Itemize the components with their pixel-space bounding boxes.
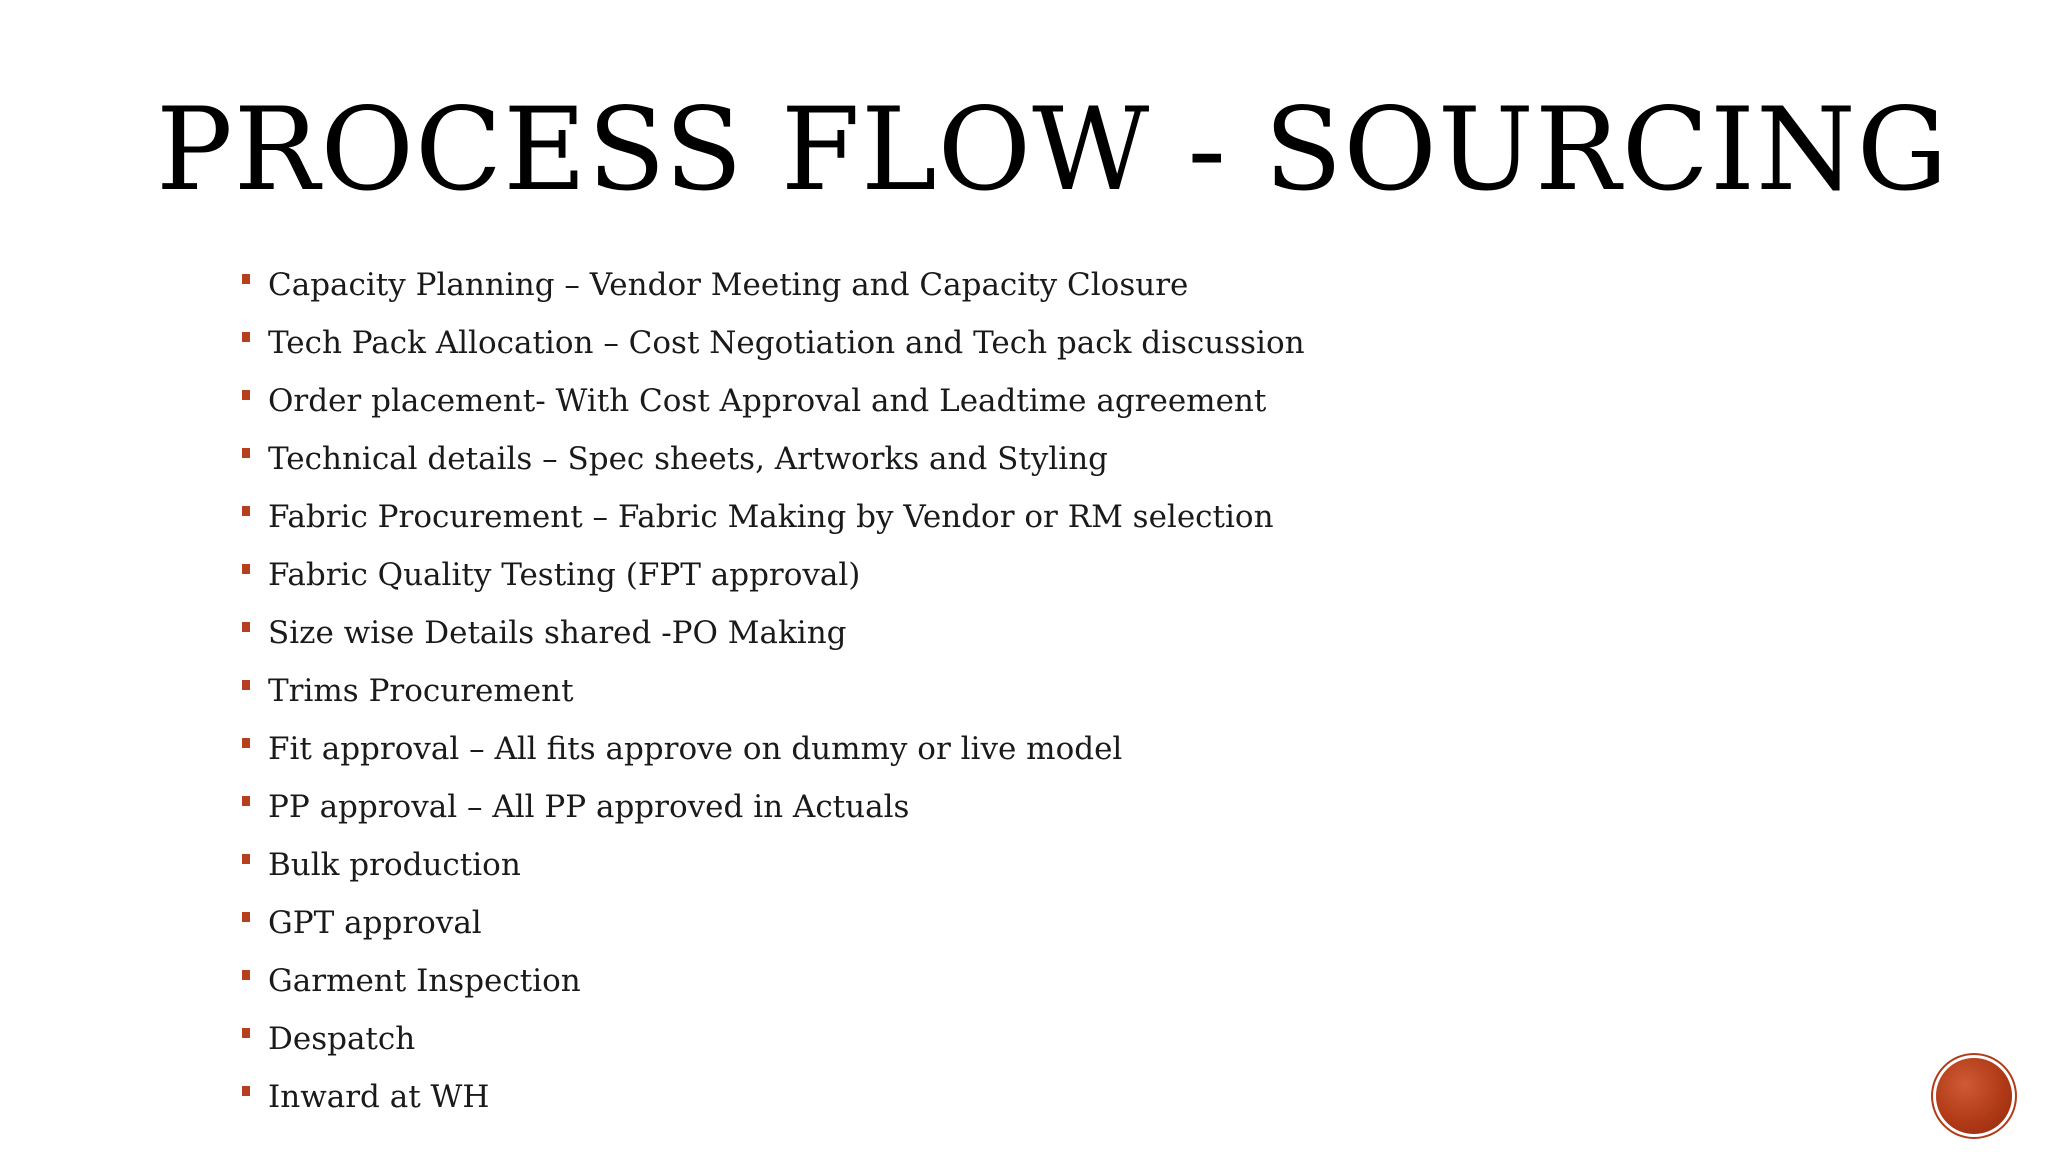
bullet-item	[240, 1016, 1305, 1074]
bullet-text: Bulk production	[268, 847, 521, 883]
square-bullet-icon	[242, 854, 250, 864]
square-bullet-icon	[242, 970, 250, 980]
square-bullet-icon	[242, 274, 250, 284]
bullet-item	[240, 552, 1305, 610]
bullet-text: Garment Inspection	[268, 963, 581, 999]
bullet-item	[240, 494, 1305, 552]
bullet-text: Fabric Quality Testing (FPT approval)	[268, 557, 861, 593]
slide-title: PROCESS FLOW - SOURCING	[156, 83, 1949, 216]
square-bullet-icon	[242, 738, 250, 748]
bullet-text: Capacity Planning – Vendor Meeting and Capacity Closure	[268, 267, 1189, 303]
page-number-badge	[1936, 1058, 2012, 1134]
bullet-item	[240, 320, 1305, 378]
square-bullet-icon	[242, 680, 250, 690]
bullet-item	[240, 378, 1305, 436]
bullet-item	[240, 726, 1305, 784]
square-bullet-icon	[242, 796, 250, 806]
bullet-text: Inward at WH	[268, 1079, 490, 1115]
square-bullet-icon	[242, 332, 250, 342]
square-bullet-icon	[242, 390, 250, 400]
square-bullet-icon	[242, 912, 250, 922]
bullet-item	[240, 1074, 1305, 1132]
bullet-text: Technical details – Spec sheets, Artworks and Styling	[268, 441, 1109, 477]
square-bullet-icon	[242, 622, 250, 632]
bullet-text: Fabric Procurement – Fabric Making by Vendor or RM selection	[268, 499, 1274, 535]
bullet-item	[240, 958, 1305, 1016]
square-bullet-icon	[242, 506, 250, 516]
bullet-item	[240, 610, 1305, 668]
square-bullet-icon	[242, 1086, 250, 1096]
bullet-text: Fit approval – All fits approve on dummy or live model	[268, 731, 1123, 767]
square-bullet-icon	[242, 564, 250, 574]
bullet-item	[240, 668, 1305, 726]
bullet-text: Order placement- With Cost Approval and Leadtime agreement	[268, 383, 1267, 419]
bullet-item	[240, 900, 1305, 958]
bullet-text: GPT approval	[268, 905, 482, 941]
bullet-list	[240, 262, 1305, 1132]
bullet-item	[240, 842, 1305, 900]
bullet-text: Tech Pack Allocation – Cost Negotiation and Tech pack discussion	[268, 325, 1305, 361]
bullet-item	[240, 262, 1305, 320]
square-bullet-icon	[242, 1028, 250, 1038]
bullet-item	[240, 436, 1305, 494]
bullet-item	[240, 784, 1305, 842]
square-bullet-icon	[242, 448, 250, 458]
bullet-text: Despatch	[268, 1021, 416, 1057]
bullet-text: Size wise Details shared -PO Making	[268, 615, 847, 651]
bullet-text: Trims Procurement	[268, 673, 574, 709]
bullet-text: PP approval – All PP approved in Actuals	[268, 789, 910, 825]
